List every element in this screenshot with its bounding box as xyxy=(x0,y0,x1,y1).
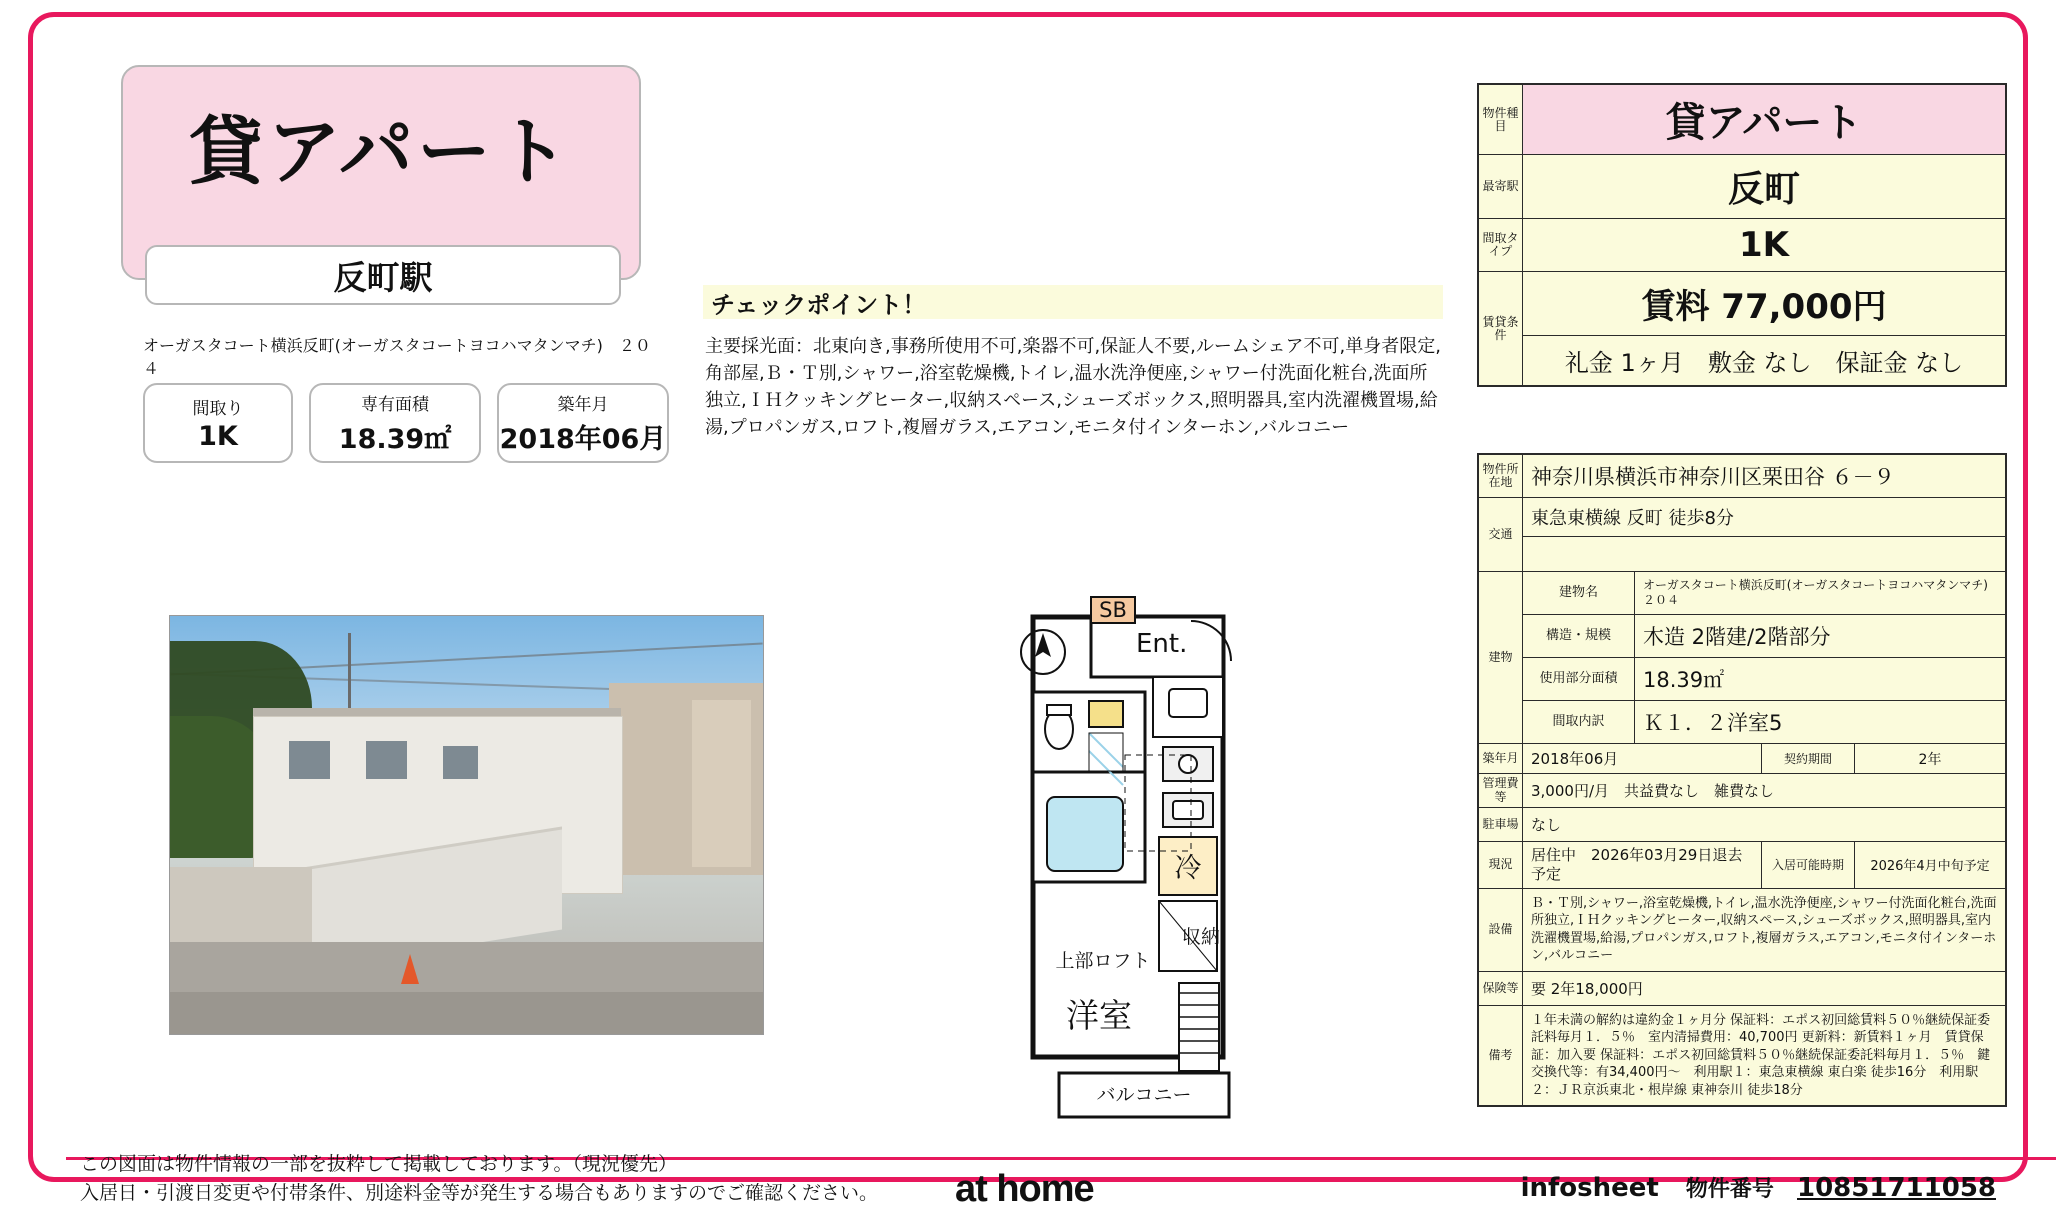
building-caption: オーガスタコート横浜反町(オーガスタコートヨコハマタンマチ) ２０４ xyxy=(143,336,651,378)
detail-value-layout: Ｋ１．２洋室5 xyxy=(1643,711,1783,735)
detail-value-transport: 東急東横線 反町 徒歩8分 xyxy=(1531,508,1734,529)
floor-plan xyxy=(973,497,1393,1137)
summary-value-station: 反町 xyxy=(1727,169,1800,210)
detail-key-built: 築年月 xyxy=(1479,744,1523,773)
detail-row-transport xyxy=(1479,498,2005,572)
floorplan-label-fridge: 冷 xyxy=(1174,853,1202,884)
detail-key-status: 現況 xyxy=(1479,842,1523,888)
detail-row-parking xyxy=(1479,808,2005,842)
detail-value-mgmt: 3,000円/月 共益費なし 雑費なし xyxy=(1531,782,1774,800)
athome-logo-text: at home xyxy=(955,1168,1094,1210)
detail-transport-block xyxy=(1523,498,2005,571)
detail-row-mgmt xyxy=(1479,774,2005,808)
photo-window-2 xyxy=(366,741,408,779)
detail-built-split xyxy=(1523,744,2005,773)
detail-key-insurance: 保険等 xyxy=(1479,972,1523,1005)
floorplan-label-room: 洋室 xyxy=(1066,996,1132,1035)
detail-value-parking: なし xyxy=(1531,816,1562,834)
detail-value-built: 2018年06月 xyxy=(1531,750,1619,768)
photo-road xyxy=(170,992,763,1034)
summary-row-rent xyxy=(1479,272,2005,385)
floor-plan-svg xyxy=(973,497,1393,1137)
detail-key-mgmt: 管理費等 xyxy=(1479,774,1523,807)
property-no-value: 10851711058 xyxy=(1797,1173,1996,1203)
photo-window-1 xyxy=(289,741,331,779)
detail-key-contract: 契約期間 xyxy=(1761,744,1855,773)
spec-boxes xyxy=(143,383,669,463)
detail-key-transport: 交通 xyxy=(1479,498,1523,571)
detail-transport-line-2 xyxy=(1523,537,2005,571)
detail-key-movein: 入居可能時期 xyxy=(1761,842,1855,888)
detail-key-layout: 間取内訳 xyxy=(1523,701,1635,743)
detail-value-status: 居住中 2026年03月29日退去予定 xyxy=(1531,846,1743,883)
detail-value-movein: 2026年4月中旬予定 xyxy=(1870,859,1990,875)
summary-key-layout: 間取タイプ xyxy=(1479,219,1523,271)
summary-rent-amount: 賃料 77,000円 xyxy=(1523,272,2005,336)
property-photo xyxy=(169,615,764,1035)
summary-value-layout: 1K xyxy=(1738,225,1789,265)
summary-row-type xyxy=(1479,85,2005,155)
photo-window-3 xyxy=(443,746,479,779)
footer-disclaimer-line1: この図面は物件情報の一部を抜粋して掲載しております。（現況優先） xyxy=(80,1153,677,1175)
detail-table xyxy=(1477,453,2007,1107)
detail-key-building-name: 建物名 xyxy=(1523,572,1635,614)
footer-disclaimer xyxy=(80,1150,980,1207)
floorplan-label-storage: 収納 xyxy=(1181,926,1221,948)
spec-area-value: 18.39㎡ xyxy=(338,424,452,455)
detail-value-structure: 木造 2階建/2階部分 xyxy=(1643,625,1831,649)
detail-row-remarks xyxy=(1479,1006,2005,1106)
summary-row-layout xyxy=(1479,219,2005,272)
photo-traffic-cone xyxy=(401,954,419,984)
detail-value-remarks: １年未満の解約は違約金１ヶ月分 保証料：エポス初回総賃料５０％継続保証委託料毎月１．５％ 室内清掃費用：40,700円 更新料：新賃料１ヶ月 賃貸保証：加入要 保証料：エポス初回総賃料５０％継続保証委託料毎月１．５％ 鍵交換代等：有34,400円～ 利用駅１：東急東横線 東白楽 徒歩16分 利用駅２：ＪＲ京浜東北・根岸線 東神奈川 徒歩18分 xyxy=(1531,1012,1991,1098)
spec-layout xyxy=(143,383,293,463)
document-frame xyxy=(28,12,2028,1182)
summary-row-station xyxy=(1479,155,2005,219)
detail-row-layout xyxy=(1523,701,2005,743)
detail-value-building-name: オーガスタコート横浜反町(オーガスタコートヨコハマタンマチ) ２０４ xyxy=(1643,578,2000,607)
detail-row-structure xyxy=(1523,615,2005,658)
footer-disclaimer-line2: 入居日・引渡日変更や付帯条件、別途料金等が発生する場合もありますのでご確認ください。 xyxy=(80,1181,879,1204)
floorplan-label-upper-loft: 上部ロフト xyxy=(1055,950,1151,972)
checkpoint-title: チェックポイント！ xyxy=(703,285,1443,319)
summary-table xyxy=(1477,83,2007,387)
detail-building-block xyxy=(1523,572,2005,743)
detail-row-insurance xyxy=(1479,972,2005,1006)
detail-key-parking: 駐車場 xyxy=(1479,808,1523,841)
detail-row-building-name xyxy=(1523,572,2005,615)
summary-key-station: 最寄駅 xyxy=(1479,155,1523,218)
detail-row-address xyxy=(1479,455,2005,498)
spec-area xyxy=(309,383,481,463)
floorplan-label-balcony: バルコニー xyxy=(1096,1084,1192,1106)
property-no-label: 物件番号 xyxy=(1685,1177,1774,1202)
detail-row-status xyxy=(1479,842,2005,889)
infosheet-footer xyxy=(1521,1172,1996,1203)
property-type-badge xyxy=(121,65,641,297)
detail-transport-line-1 xyxy=(1523,498,2005,537)
property-type-title: 貸アパート xyxy=(188,109,574,195)
spec-built-value: 2018年06月 xyxy=(499,424,667,455)
spec-built xyxy=(497,383,669,463)
spec-area-label: 専有面積 xyxy=(361,395,429,415)
summary-rent-block xyxy=(1523,272,2005,385)
detail-row-equip xyxy=(1479,889,2005,972)
athome-logo xyxy=(955,1168,1094,1211)
detail-row-area xyxy=(1523,658,2005,701)
summary-deposit-line: 礼金 1ヶ月 敷金 なし 保証金 なし xyxy=(1564,349,1964,377)
detail-value-equip: Ｂ・Ｔ別,シャワー,浴室乾燥機,トイレ,温水洗浄便座,シャワー付洗面化粧台,洗面所独立,ＩＨクッキングヒーター,収納スペース,シューズボックス,照明器具,室内洗濯機置場,給湯,プロパンガス,ロフト,複層ガラス,エアコン,モニタ付インターホン,バルコニー xyxy=(1531,895,1997,964)
detail-value-transport-2 xyxy=(1523,537,2005,571)
detail-key-area: 使用部分面積 xyxy=(1523,658,1635,700)
checkpoint-body: 主要採光面：北東向き,事務所使用不可,楽器不可,保証人不要,ルームシェア不可,単身者限定,角部屋,Ｂ・Ｔ別,シャワー,浴室乾燥機,トイレ,温水洗浄便座,シャワー付洗面化粧台,洗面所独立,ＩＨクッキングヒーター,収納スペース,シューズボックス,照明器具,室内洗濯機置場,給湯,プロパンガス,ロフト,複層ガラス,エアコン,モニタ付インターホン,バルコニー xyxy=(705,336,1441,438)
summary-value-type: 貸アパート xyxy=(1523,85,2005,154)
detail-key-structure: 構造・規模 xyxy=(1523,615,1635,657)
detail-key-remarks: 備考 xyxy=(1479,1006,1523,1106)
floorplan-label-sb: SB xyxy=(1099,598,1127,622)
detail-value-area: 18.39㎡ xyxy=(1643,668,1725,692)
summary-key-rent: 賃貸条件 xyxy=(1479,272,1523,385)
infosheet-label: infosheet xyxy=(1520,1173,1659,1203)
detail-row-building xyxy=(1479,572,2005,744)
detail-value-address: 神奈川県横浜市神奈川区栗田谷 ６－９ xyxy=(1531,465,1895,489)
spec-layout-label: 間取り xyxy=(192,399,244,419)
spec-built-label: 築年月 xyxy=(557,395,609,415)
detail-key-building: 建物 xyxy=(1479,572,1523,743)
floorplan-label-ent: Ent. xyxy=(1136,629,1188,659)
detail-row-built xyxy=(1479,744,2005,774)
photo-neighbor-building-2 xyxy=(692,700,751,867)
detail-key-equip: 設備 xyxy=(1479,889,1523,971)
spec-layout-value: 1K xyxy=(198,421,238,452)
detail-key-address: 物件所在地 xyxy=(1479,455,1523,497)
detail-status-split xyxy=(1523,842,2005,888)
summary-key-type: 物件種目 xyxy=(1479,85,1523,154)
detail-value-contract: 2年 xyxy=(1918,751,1942,768)
station-badge: 反町駅 xyxy=(145,245,621,305)
detail-value-insurance: 要 2年18,000円 xyxy=(1531,979,1643,998)
